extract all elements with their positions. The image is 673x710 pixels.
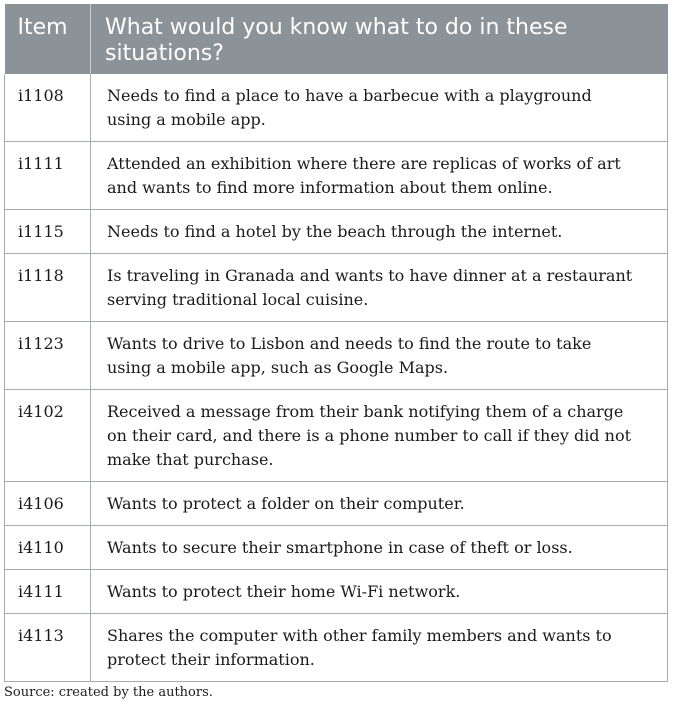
table-row — [5, 322, 668, 390]
source-note: Source: created by the authors. — [4, 685, 213, 700]
table-row — [5, 526, 668, 570]
table-body — [5, 74, 668, 682]
item-situation: Attended an exhibition where there are replicas of works of art and wants to find more information about them online. — [91, 142, 668, 210]
item-situation: Wants to drive to Lisbon and needs to find the route to take using a mobile app, such as Google Maps. — [91, 322, 668, 390]
item-situation: Wants to secure their smartphone in case of theft or loss. — [91, 526, 668, 570]
table-row — [5, 74, 668, 142]
item-code: i4113 — [5, 614, 91, 682]
item-code: i4102 — [5, 390, 91, 482]
table-row — [5, 254, 668, 322]
table-row — [5, 482, 668, 526]
items-table — [4, 4, 668, 682]
item-code: i1115 — [5, 210, 91, 254]
item-situation: Needs to find a hotel by the beach through the internet. — [91, 210, 668, 254]
item-code: i1123 — [5, 322, 91, 390]
header-question: What would you know what to do in these situations? — [91, 4, 668, 74]
items-table-container — [4, 4, 667, 682]
item-code: i4110 — [5, 526, 91, 570]
item-situation: Wants to protect their home Wi-Fi network. — [91, 570, 668, 614]
item-situation: Needs to find a place to have a barbecue with a playground using a mobile app. — [91, 74, 668, 142]
item-situation: Is traveling in Granada and wants to have dinner at a restaurant serving traditional local cuisine. — [91, 254, 668, 322]
item-code: i1118 — [5, 254, 91, 322]
item-code: i4106 — [5, 482, 91, 526]
item-situation: Received a message from their bank notifying them of a charge on their card, and there is a phone number to call if they did not make that purchase. — [91, 390, 668, 482]
header-item: Item — [5, 4, 91, 74]
table-row — [5, 614, 668, 682]
item-situation: Wants to protect a folder on their computer. — [91, 482, 668, 526]
item-situation: Shares the computer with other family members and wants to protect their information. — [91, 614, 668, 682]
table-row — [5, 142, 668, 210]
table-row — [5, 570, 668, 614]
table-header — [5, 4, 668, 74]
item-code: i4111 — [5, 570, 91, 614]
header-row — [5, 4, 668, 74]
item-code: i1111 — [5, 142, 91, 210]
item-code: i1108 — [5, 74, 91, 142]
table-row — [5, 210, 668, 254]
table-row — [5, 390, 668, 482]
